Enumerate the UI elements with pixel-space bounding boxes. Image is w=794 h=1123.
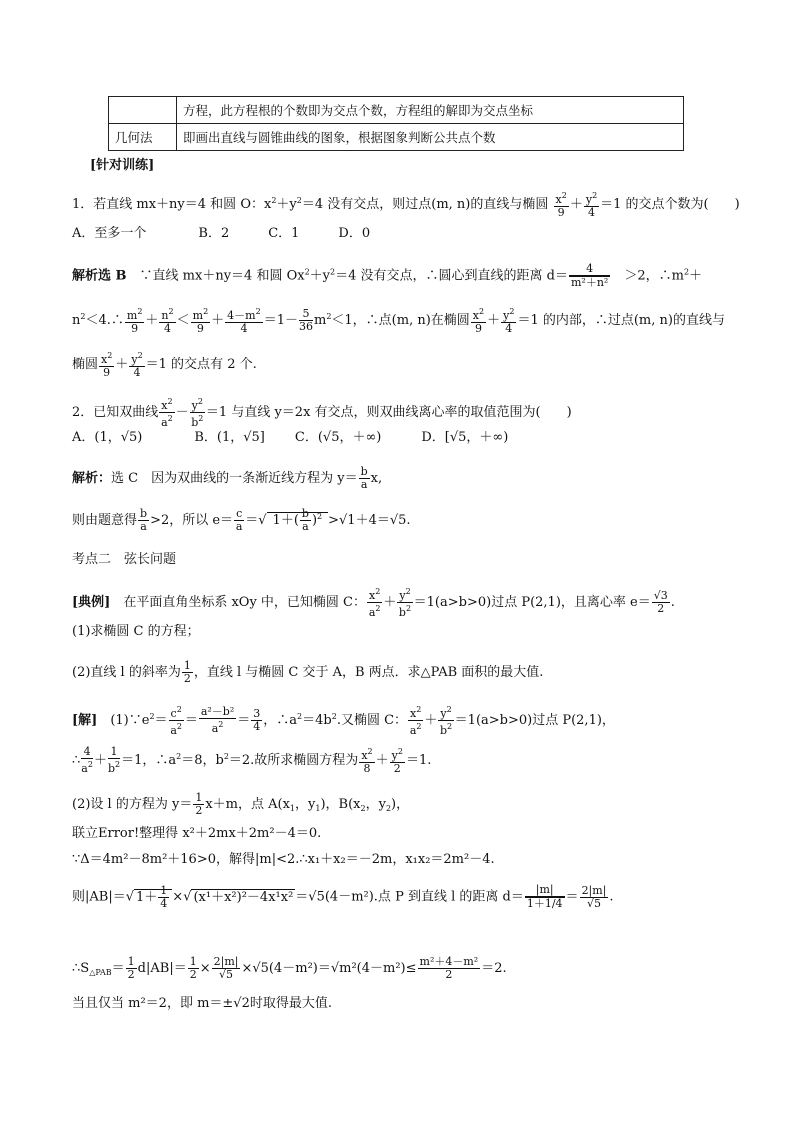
section-heading: 考点二 弦长问题 <box>72 552 177 567</box>
method-cell <box>109 97 177 124</box>
question-2-options <box>72 430 508 446</box>
question-1-solution-line-1: 解析选 B ∵直线 mx＋ny＝4 和圆 $Ox^2+y^2=4$ 没有交点，∴圆心到直线的距离 d＝ $\frac{4}{\text{m²＋n²}}$ ＞2，$\therefore m^2+$ <box>72 262 703 289</box>
solution-line-1: [解] $(1)\because e^2=$ $\frac{c^2}{a^2}$ ＝ $\frac{\text{a²－b²}}{a^2}$ ＝ $\frac{3}{4}$ ，$\therefore a^2=4b^2$.又椭圆 C： $\frac{x^2}{a^2}$ ＋ $\frac{y^2}{b^2}$ ＝1(a>b>0)过点 P(2,1)， <box>72 705 615 737</box>
description-cell: 即画出直线与圆锥曲线的图象，根据图象判断公共点个数 <box>177 124 684 151</box>
method-cell: 几何法 <box>109 124 177 151</box>
question-1-options: A．至多一个 B．2 C．1 D．0 <box>72 226 371 241</box>
table-row <box>109 124 684 151</box>
question-1-solution-line-3: 椭圆 $\frac{x^2}{9}$ ＋ $\frac{y^2}{4}$ ＝1 的交点有 2 个. <box>72 351 257 379</box>
question-1-solution-line-2: $n^2<4.\therefore$ $\frac{m^2}{9}$ ＋ $\frac{n^2}{4}$ ＜ $\frac{m^2}{9}$ ＋ $\frac{4-m^2}{4}$ ＝1－ $\frac{5}{36}$ $m^2<1$，∴点(m, n)在椭圆 $\frac{x^2}{9}$ ＋ $\frac{y^2}{4}$ ＝1 的内部，∴过点(m, n)的直线与 <box>72 307 725 335</box>
table-row <box>109 97 684 124</box>
option-c: C．(√5，＋∞) <box>294 430 382 445</box>
option-a: A．(1，√5) <box>72 430 143 445</box>
example-part-2: (2)直线 l 的斜率为 $\frac{1}{2}$ ，直线 l 与椭圆 C 交于 A，B 两点．求△PAB 面积的最大值. <box>72 659 544 685</box>
solution-line-4: 联立Error!整理得 x²＋2mx＋2m²－4＝0. <box>72 826 322 841</box>
question-2-solution-line-1: 解析：选 C 因为双曲线的一条渐近线方程为 y＝ $\frac{b}{a}$ x, <box>72 465 383 491</box>
solution-line-6: 则|AB|＝√ 1＋ $\frac{1}{4}$ ×√ (x¹＋x²)²－4x¹x² ＝√5(4－m²).点 P 到直线 l 的距离 d＝ $\frac{|m|}{1+1/4}$ ＝ $\frac{2|m|}{√5}$ . <box>72 883 614 910</box>
question-2-solution-line-2: 则由题意得 $\frac{b}{a}$ >2，所以 e＝ $\frac{c}{a}$ ＝√ 1＋( $\frac{b}{a}$ )$^2$ >√1＋4＝√5. <box>72 507 411 533</box>
solution-line-8: 当且仅当 m²＝2，即 m＝±√2时取得最大值. <box>72 996 332 1011</box>
option-d: D．[√5，＋∞) <box>421 430 509 445</box>
example-stem: [典例] 在平面直角坐标系 xOy 中，已知椭圆 C： $\frac{x^2}{a^2}$ ＋ $\frac{y^2}{b^2}$ ＝1(a>b>0)过点 P(2,1)，且离心率 e＝ $\frac{√3}{2}$ . <box>72 587 675 619</box>
solution-line-3: (2)设 l 的方程为 y＝ $\frac{1}{2}$ x＋m，点 $A(x_1$，$y_1$)，$B(x_2$，$y_2$)， <box>72 791 410 817</box>
solution-line-5: ∵Δ＝4m²－8m²＋16>0，解得|m|<2.∴x₁＋x₂＝－2m，x₁x₂＝2m²－4. <box>72 852 495 867</box>
solution-line-7: $\therefore S_{\triangle PAB}=$ $\frac{1}{2}$ d|AB|＝ $\frac{1}{2}$ × $\frac{2|m|}{√5}$ ×√5(4－m²)＝√m²(4－m²)≤ $\frac{\text{m²＋4－m²}}{2}$ ＝2. <box>72 955 507 981</box>
option-b: B．(1，√5] <box>194 430 265 445</box>
methods-table <box>108 96 684 151</box>
training-heading: [针对训练] <box>90 158 155 173</box>
example-part-1: (1)求椭圆 C 的方程； <box>72 624 200 639</box>
question-1-stem: 1．若直线 mx＋ny＝4 和圆 O：$x^2+y^2=4$ 没有交点，则过点(m, n)的直线与椭圆 $\frac{x^2}{9}$ ＋ $\frac{y^2}{4}$ ＝1 的交点个数为( ) <box>72 191 740 219</box>
solution-line-2: ∴ $\frac{4}{a^2}$ ＋ $\frac{1}{b^2}$ ＝1，$\therefore a^2=8$，$b^2=2$.故所求椭圆方程为 $\frac{x^2}{8}$ ＋ $\frac{y^2}{2}$ ＝1. <box>72 745 432 775</box>
description-cell: 方程，此方程根的个数即为交点个数，方程组的解即为交点坐标 <box>177 97 684 124</box>
question-2-stem: 2．已知双曲线 $\frac{x^2}{a^2}$ － $\frac{y^2}{b^2}$ ＝1 与直线 y＝2x 有交点，则双曲线离心率的取值范围为( ) <box>72 397 572 429</box>
